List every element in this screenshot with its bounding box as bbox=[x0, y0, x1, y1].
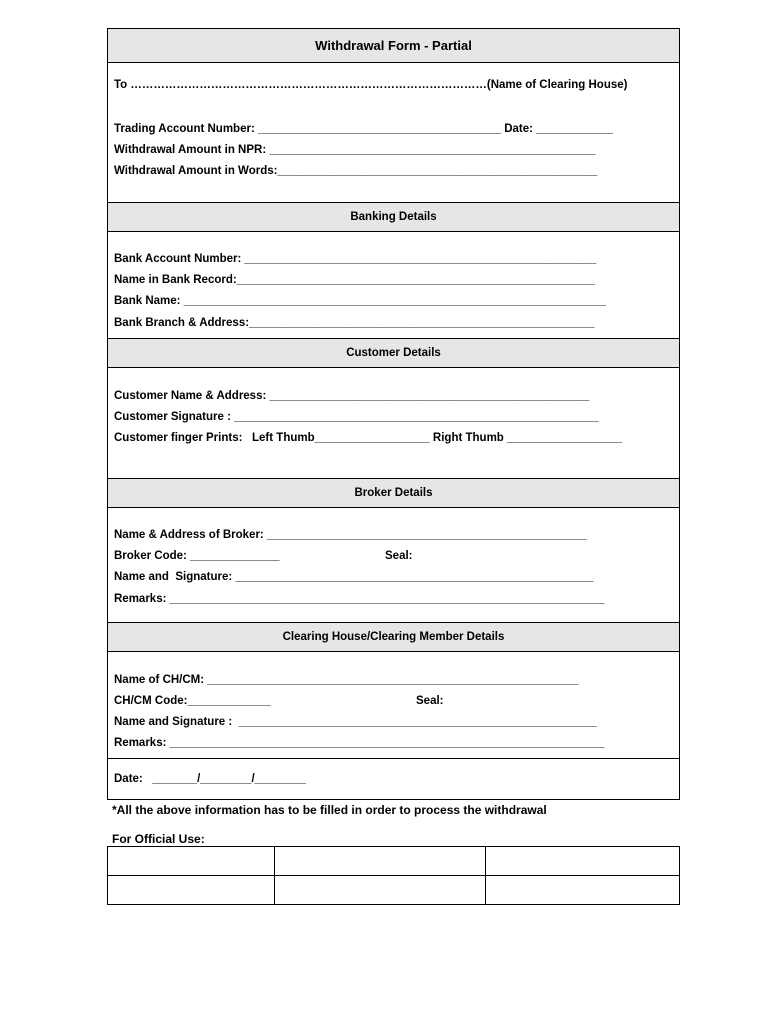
ch-cm-name-field[interactable]: Name of CH/CM: __________________________________________________________ bbox=[114, 674, 579, 686]
ch-cm-remarks-field[interactable]: Remarks: ____________________________________________________________________ bbox=[114, 737, 605, 749]
table-cell[interactable] bbox=[486, 847, 680, 876]
customer-signature-field[interactable]: Customer Signature : _________________________________________________________ bbox=[114, 411, 599, 423]
customer-finger-prints-field[interactable]: Customer finger Prints: Left Thumb__________________ Right Thumb __________________ bbox=[114, 432, 623, 444]
date-divider bbox=[108, 758, 679, 759]
customer-details-header: Customer Details bbox=[108, 338, 679, 368]
table-cell[interactable] bbox=[275, 876, 486, 905]
broker-code-field[interactable]: Broker Code: ______________ bbox=[114, 550, 280, 562]
name-in-bank-record-field[interactable]: Name in Bank Record:________________________________________________________ bbox=[114, 274, 595, 286]
ch-cm-seal-label: Seal: bbox=[416, 695, 444, 707]
broker-name-address-field[interactable]: Name & Address of Broker: __________________________________________________ bbox=[114, 529, 587, 541]
broker-details-header: Broker Details bbox=[108, 478, 679, 508]
banking-details-header: Banking Details bbox=[108, 202, 679, 232]
bank-name-field[interactable]: Bank Name: __________________________________________________________________ bbox=[114, 295, 606, 307]
broker-name-signature-field[interactable]: Name and Signature: ________________________________________________________ bbox=[114, 571, 594, 583]
broker-seal-label: Seal: bbox=[385, 550, 413, 562]
table-cell[interactable] bbox=[486, 876, 680, 905]
footnote: *All the above information has to be filled in order to process the withdrawal bbox=[112, 803, 547, 817]
bank-branch-address-field[interactable]: Bank Branch & Address:______________________________________________________ bbox=[114, 317, 595, 329]
withdrawal-amount-field[interactable]: Withdrawal Amount in NPR: ___________________________________________________ bbox=[114, 144, 596, 156]
official-use-label: For Official Use: bbox=[112, 832, 205, 846]
ch-cm-code-field[interactable]: CH/CM Code:_____________ bbox=[114, 695, 271, 707]
table-cell[interactable] bbox=[275, 847, 486, 876]
bank-account-number-field[interactable]: Bank Account Number: _______________________________________________________ bbox=[114, 253, 597, 265]
form-title: Withdrawal Form - Partial bbox=[108, 29, 679, 63]
clearing-member-details-header: Clearing House/Clearing Member Details bbox=[108, 622, 679, 652]
withdrawal-words-field[interactable]: Withdrawal Amount in Words:__________________________________________________ bbox=[114, 165, 598, 177]
date-field[interactable]: Date: _______/________/________ bbox=[114, 773, 306, 785]
table-row bbox=[108, 876, 680, 905]
official-use-table bbox=[107, 846, 680, 905]
broker-remarks-field[interactable]: Remarks: ____________________________________________________________________ bbox=[114, 593, 605, 605]
trading-account-field[interactable]: Trading Account Number: ______________________________________ Date: ____________ bbox=[114, 123, 613, 135]
ch-cm-name-signature-field[interactable]: Name and Signature : ________________________________________________________ bbox=[114, 716, 597, 728]
table-cell[interactable] bbox=[108, 876, 275, 905]
table-cell[interactable] bbox=[108, 847, 275, 876]
to-clearing-house-field[interactable]: To …………………………………………………………………………………(Name of Clearing House) bbox=[114, 79, 628, 91]
table-row bbox=[108, 847, 680, 876]
withdrawal-form bbox=[107, 28, 680, 800]
customer-name-address-field[interactable]: Customer Name & Address: __________________________________________________ bbox=[114, 390, 590, 402]
